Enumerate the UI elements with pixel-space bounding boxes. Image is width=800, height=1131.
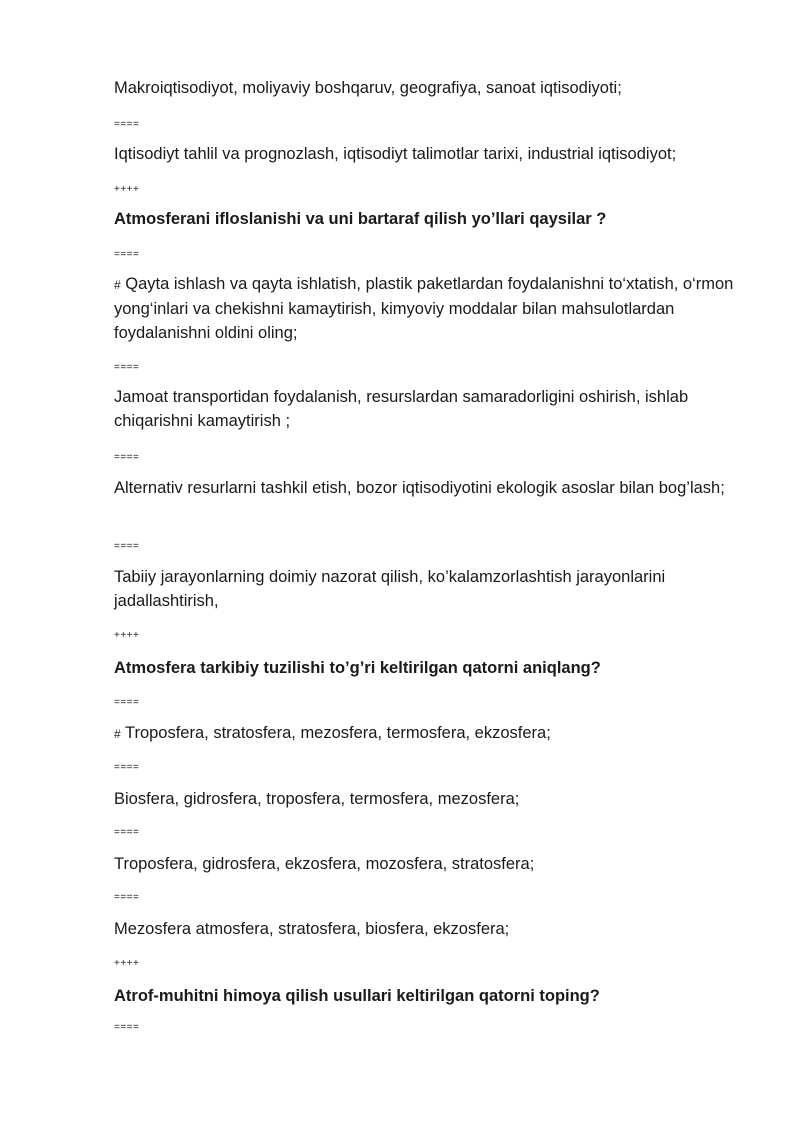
correct-answer-mark: # xyxy=(114,278,121,292)
option-separator: ==== xyxy=(114,1022,140,1033)
correct-answer-option xyxy=(114,272,754,345)
question-separator: ++++ xyxy=(114,958,140,969)
option-separator: ==== xyxy=(114,119,140,130)
correct-answer-mark: # xyxy=(114,727,121,741)
option-separator: ==== xyxy=(114,827,140,838)
answer-option: Troposfera, gidrosfera, ekzosfera, mozosfera, stratosfera; xyxy=(114,855,535,873)
option-separator: ==== xyxy=(114,697,140,708)
answer-option: Iqtisodiyt tahlil va prognozlash, iqtisodiyt talimotlar tarixi, industrial iqtisodiyot; xyxy=(114,145,677,163)
question-text: Atrof-muhitni himoya qilish usullari keltirilgan qatorni toping? xyxy=(114,987,600,1005)
question-text: Atmosfera tarkibiy tuzilishi to’g’ri keltirilgan qatorni aniqlang? xyxy=(114,659,601,677)
option-separator: ==== xyxy=(114,452,140,463)
question-separator: ++++ xyxy=(114,184,140,195)
answer-option: Mezosfera atmosfera, stratosfera, biosfera, ekzosfera; xyxy=(114,920,510,938)
question-separator: ++++ xyxy=(114,630,140,641)
option-separator: ==== xyxy=(114,541,140,552)
answer-option-text: Troposfera, stratosfera, mezosfera, termosfera, ekzosfera; xyxy=(124,724,551,742)
option-separator: ==== xyxy=(114,762,140,773)
answer-option: Tabiiy jarayonlarning doimiy nazorat qilish, ko’kalamzorlashtish jarayonlarini jadallashtirish, xyxy=(114,568,666,610)
answer-option: Alternativ resurlarni tashkil etish, bozor iqtisodiyotini ekologik asoslar bilan bog’lash; xyxy=(114,479,725,497)
answer-option-text: Qayta ishlash va qayta ishlatish, plastik paketlardan foydalanishni to‘xtatish, o‘rmon yong‘inlari va chekishni kamaytirish, kimyoviy moddalar bilan mahsulotlardan foydalanishni oldini oling; xyxy=(114,275,734,342)
option-separator: ==== xyxy=(114,892,140,903)
correct-answer-option xyxy=(114,721,754,746)
answer-option: Makroiqtisodiyot, moliyaviy boshqaruv, geografiya, sanoat iqtisodiyoti; xyxy=(114,79,622,97)
option-separator: ==== xyxy=(114,362,140,373)
question-text: Atmosferani ifloslanishi va uni bartaraf qilish yo’llari qaysilar ? xyxy=(114,210,607,228)
answer-option: Jamoat transportidan foydalanish, resurslardan samaradorligini oshirish, ishlab chiqarishni kamaytirish ; xyxy=(114,388,689,430)
answer-option: Biosfera, gidrosfera, troposfera, termosfera, mezosfera; xyxy=(114,790,520,808)
option-separator: ==== xyxy=(114,249,140,260)
